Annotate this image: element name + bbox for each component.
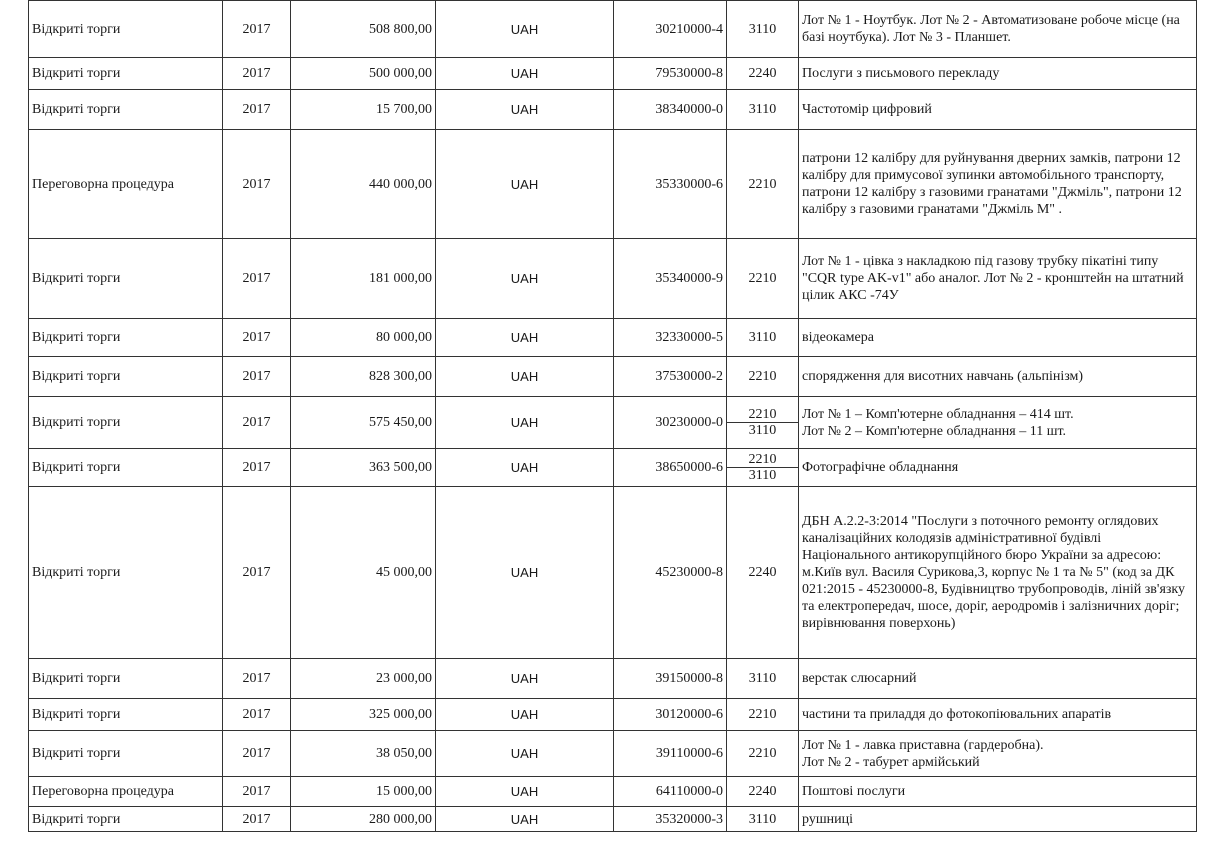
year-cell: 2017 [223, 699, 291, 731]
procedure-cell: Відкриті торги [29, 58, 223, 90]
description-line: Лот № 2 - табурет армійський [802, 754, 980, 770]
currency-cell: UAH [436, 807, 614, 832]
procedure-cell: Відкриті торги [29, 239, 223, 319]
cpv-code-cell: 32330000-5 [614, 319, 727, 357]
description-cell: Лот № 1 - цівка з накладкою під газову трубку пікатіні типу "CQR type AK-v1" або аналог. Лот № 2 - кронштейн на штатний цілик АКС -74У [799, 239, 1197, 319]
year-cell: 2017 [223, 807, 291, 832]
description-line: Лот № 2 – Комп'ютерне обладнання – 11 шт. [802, 423, 1067, 439]
table-row [29, 239, 1197, 319]
table-row [29, 699, 1197, 731]
kekv-cell [727, 397, 799, 449]
amount-cell: 15 700,00 [291, 90, 436, 130]
currency-cell: UAH [436, 58, 614, 90]
kekv-code: 2210 [727, 452, 798, 468]
description-cell: частини та приладдя до фотокопіювальних апаратів [799, 699, 1197, 731]
kekv-code: 3110 [748, 423, 777, 438]
cpv-code-cell: 64110000-0 [614, 777, 727, 807]
table-row [29, 807, 1197, 832]
amount-cell: 45 000,00 [291, 487, 436, 659]
procedure-cell: Відкриті торги [29, 807, 223, 832]
cpv-code-cell: 79530000-8 [614, 58, 727, 90]
cpv-code-cell: 38340000-0 [614, 90, 727, 130]
amount-cell: 440 000,00 [291, 130, 436, 239]
kekv-cell: 3110 [727, 90, 799, 130]
year-cell: 2017 [223, 397, 291, 449]
table-row [29, 659, 1197, 699]
currency-cell: UAH [436, 699, 614, 731]
currency-cell: UAH [436, 397, 614, 449]
procedure-cell: Відкриті торги [29, 449, 223, 487]
amount-cell: 500 000,00 [291, 58, 436, 90]
year-cell: 2017 [223, 90, 291, 130]
kekv-cell: 3110 [727, 807, 799, 832]
table-row [29, 397, 1197, 449]
kekv-cell: 2210 [727, 699, 799, 731]
kekv-cell: 2210 [727, 239, 799, 319]
table-row [29, 130, 1197, 239]
description-cell [799, 397, 1197, 449]
currency-cell: UAH [436, 130, 614, 239]
year-cell: 2017 [223, 239, 291, 319]
amount-cell: 508 800,00 [291, 1, 436, 58]
kekv-cell: 3110 [727, 319, 799, 357]
procedure-cell: Відкриті торги [29, 731, 223, 777]
description-cell: верстак слюсарний [799, 659, 1197, 699]
procedure-cell: Відкриті торги [29, 699, 223, 731]
cpv-code-cell: 45230000-8 [614, 487, 727, 659]
amount-cell: 38 050,00 [291, 731, 436, 777]
procedure-cell: Переговорна процедура [29, 130, 223, 239]
currency-cell: UAH [436, 1, 614, 58]
table-row [29, 731, 1197, 777]
currency-cell: UAH [436, 731, 614, 777]
procedure-cell: Відкриті торги [29, 659, 223, 699]
kekv-cell: 2240 [727, 777, 799, 807]
kekv-code: 3110 [748, 468, 777, 483]
procedure-cell: Переговорна процедура [29, 777, 223, 807]
description-line: Лот № 1 - лавка приставна (гардеробна). [802, 737, 1044, 753]
cpv-code-cell: 30120000-6 [614, 699, 727, 731]
amount-cell: 15 000,00 [291, 777, 436, 807]
procedure-cell: Відкриті торги [29, 357, 223, 397]
cpv-code-cell: 35340000-9 [614, 239, 727, 319]
table-row [29, 487, 1197, 659]
amount-cell: 828 300,00 [291, 357, 436, 397]
table-row [29, 777, 1197, 807]
amount-cell: 575 450,00 [291, 397, 436, 449]
procedure-cell: Відкриті торги [29, 397, 223, 449]
description-cell: Поштові послуги [799, 777, 1197, 807]
amount-cell: 363 500,00 [291, 449, 436, 487]
cpv-code-cell: 35330000-6 [614, 130, 727, 239]
currency-cell: UAH [436, 659, 614, 699]
table-row [29, 357, 1197, 397]
description-cell [799, 731, 1197, 777]
currency-cell: UAH [436, 319, 614, 357]
kekv-cell: 2210 [727, 357, 799, 397]
year-cell: 2017 [223, 777, 291, 807]
table-row [29, 319, 1197, 357]
description-cell: патрони 12 калібру для руйнування дверних замків, патрони 12 калібру для примусової зупинки автомобільного транспорту, патрони 12 калібру з газовими гранатами "Джміль", патрони 12 калібру з газовими гранатами "Джміль М" . [799, 130, 1197, 239]
procedure-cell: Відкриті торги [29, 1, 223, 58]
amount-cell: 280 000,00 [291, 807, 436, 832]
kekv-cell: 2240 [727, 58, 799, 90]
currency-cell: UAH [436, 239, 614, 319]
year-cell: 2017 [223, 449, 291, 487]
procedure-cell: Відкриті торги [29, 487, 223, 659]
kekv-cell: 2240 [727, 487, 799, 659]
procurement-table-body [29, 1, 1197, 832]
table-row [29, 90, 1197, 130]
currency-cell: UAH [436, 449, 614, 487]
procedure-cell: Відкриті торги [29, 90, 223, 130]
year-cell: 2017 [223, 319, 291, 357]
amount-cell: 325 000,00 [291, 699, 436, 731]
kekv-cell: 2210 [727, 130, 799, 239]
kekv-code: 2210 [727, 407, 798, 423]
year-cell: 2017 [223, 130, 291, 239]
currency-cell: UAH [436, 487, 614, 659]
kekv-cell: 2210 [727, 731, 799, 777]
description-cell: спорядження для висотних навчань (альпінізм) [799, 357, 1197, 397]
year-cell: 2017 [223, 357, 291, 397]
year-cell: 2017 [223, 659, 291, 699]
kekv-cell: 3110 [727, 1, 799, 58]
kekv-cell [727, 449, 799, 487]
amount-cell: 181 000,00 [291, 239, 436, 319]
description-cell: відеокамера [799, 319, 1197, 357]
table-row [29, 449, 1197, 487]
currency-cell: UAH [436, 777, 614, 807]
procedure-cell: Відкриті торги [29, 319, 223, 357]
cpv-code-cell: 39110000-6 [614, 731, 727, 777]
year-cell: 2017 [223, 1, 291, 58]
currency-cell: UAH [436, 357, 614, 397]
year-cell: 2017 [223, 731, 291, 777]
cpv-code-cell: 30230000-0 [614, 397, 727, 449]
cpv-code-cell: 38650000-6 [614, 449, 727, 487]
table-row [29, 58, 1197, 90]
description-cell: рушниці [799, 807, 1197, 832]
procurement-table [28, 0, 1197, 832]
table-row [29, 1, 1197, 58]
description-cell: ДБН А.2.2-3:2014 "Послуги з поточного ремонту оглядових каналізаційних колодязів адміністративної будівлі Національного антикорупційного бюро України за адресою: м.Київ вул. Василя Сурикова,3, корпус № 1 та № 5" (код за ДК 021:2015 - 45230000-8, Будівництво трубопроводів, ліній зв'язку та електропередач, шосе, доріг, аеродромів і залізничних доріг; вирівнювання поверхонь) [799, 487, 1197, 659]
description-cell: Фотографічне обладнання [799, 449, 1197, 487]
cpv-code-cell: 35320000-3 [614, 807, 727, 832]
amount-cell: 80 000,00 [291, 319, 436, 357]
year-cell: 2017 [223, 58, 291, 90]
cpv-code-cell: 39150000-8 [614, 659, 727, 699]
kekv-cell: 3110 [727, 659, 799, 699]
cpv-code-cell: 37530000-2 [614, 357, 727, 397]
description-cell: Частотомір цифровий [799, 90, 1197, 130]
currency-cell: UAH [436, 90, 614, 130]
amount-cell: 23 000,00 [291, 659, 436, 699]
cpv-code-cell: 30210000-4 [614, 1, 727, 58]
description-cell: Лот № 1 - Ноутбук. Лот № 2 - Автоматизоване робоче місце (на базі ноутбука). Лот № 3 - Планшет. [799, 1, 1197, 58]
description-cell: Послуги з письмового перекладу [799, 58, 1197, 90]
description-line: Лот № 1 – Комп'ютерне обладнання – 414 шт. [802, 406, 1074, 422]
year-cell: 2017 [223, 487, 291, 659]
